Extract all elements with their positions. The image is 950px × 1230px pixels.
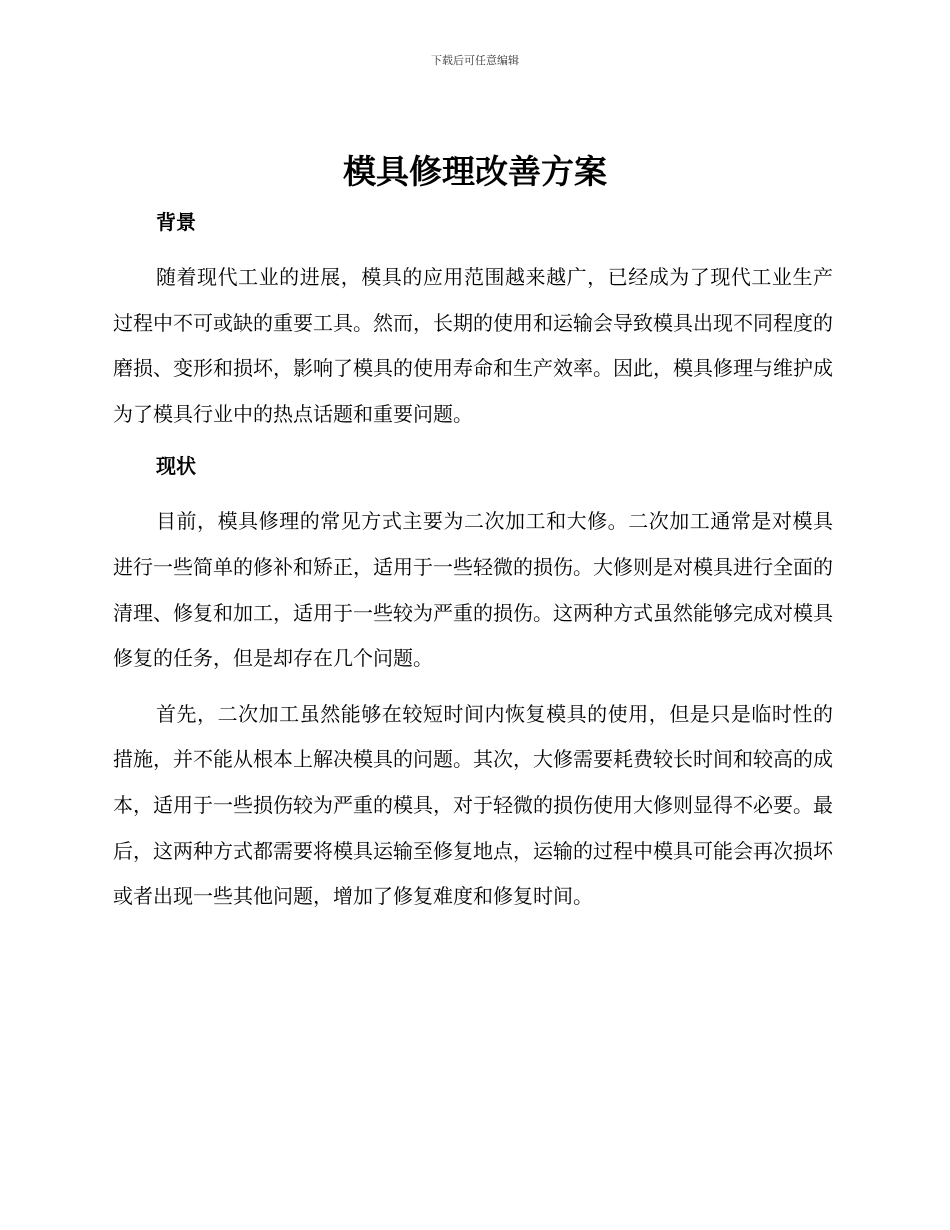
section-background — [113, 205, 833, 437]
document-title: 模具修理改善方案 — [343, 152, 607, 191]
section-heading: 现状 — [156, 454, 196, 479]
paragraph: 首先，二次加工虽然能够在较短时间内恢复模具的使用，但是只是临时性的措施，并不能从根本上解决模具的问题。其次，大修需要耗费较长时间和较高的成本，适用于一些损伤较为严重的模具，对于轻微的损伤使用大修则显得不必要。最后，这两种方式都需要将模具运输至修复地点，运输的过程中模具可能会再次损坏或者出现一些其他问题，增加了修复难度和修复时间。 — [113, 701, 833, 909]
document-body — [113, 205, 833, 920]
section-heading: 背景 — [156, 210, 196, 234]
paragraph: 随着现代工业的进展，模具的应用范围越来越广，已经成为了现代工业生产过程中不可或缺的重要工具。然而，长期的使用和运输会导致模具出现不同程度的磨损、变形和损坏，影响了模具的使用寿命和生产效率。因此，模具修理与维护成为了模具行业中的热点话题和重要问题。 — [113, 265, 833, 426]
section-current-status — [113, 449, 833, 919]
paragraph: 目前，模具修理的常见方式主要为二次加工和大修。二次加工通常是对模具进行一些简单的修补和矫正，适用于一些轻微的损伤。大修则是对模具进行全面的清理、修复和加工，适用于一些较为严重的损伤。这两种方式虽然能够完成对模具修复的任务，但是却存在几个问题。 — [113, 509, 833, 671]
page-header-note: 下载后可任意编辑 — [431, 54, 519, 67]
